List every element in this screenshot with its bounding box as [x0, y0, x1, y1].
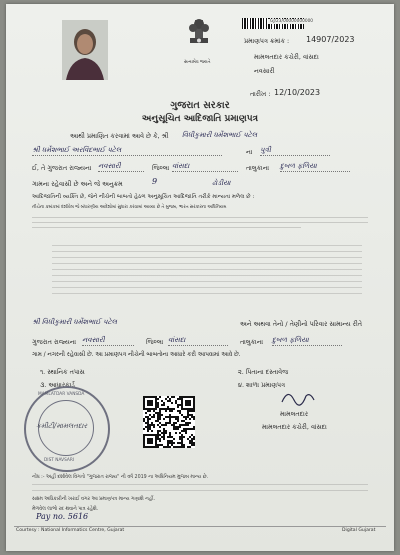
- reside-taluka: દુબળ ફળિયા: [272, 336, 342, 346]
- reside-taluka-label: તાલુકાના: [240, 338, 264, 346]
- village-label: ઈ, તે ગુજરાત રાજ્યના: [32, 164, 92, 172]
- date-label: તારીખ :: [250, 90, 271, 98]
- reside-village: નવસારી: [82, 336, 134, 346]
- taluka-label: તાલુકાના: [246, 164, 270, 172]
- office-district: નવસારી: [254, 67, 275, 75]
- caste-number: 9: [152, 177, 158, 186]
- na-text: ના: [246, 148, 253, 156]
- reside-tail: ગામ / નગરની રહેવાસી છે. આ પ્રમાણપત્ર નીચેની બાબતોના આધારે કરી આપવામાં આવે છે.: [32, 352, 241, 358]
- note-1: નોંધ :- અહીં દર્શાવેલ વિગતો "ગુજરાત રાજ્ય" ની વર્ષ 2019 ના અધિનિયમ મુજબ માન્ય છે.: [32, 475, 208, 480]
- qr-code: [143, 396, 195, 448]
- basis-item-4: ૪. શાળા પ્રમાણપત્ર: [238, 381, 285, 389]
- district-label: જિલ્લા: [152, 164, 170, 172]
- official-stamp: MAMLATDAR VANSDA કમીટી/મામલતદાર DIST NAVSARI: [24, 386, 110, 472]
- schedule-text-block: [32, 214, 368, 228]
- caste-label: ગામના રહેવાસી છે અને જે અનુક્રમ: [32, 180, 123, 188]
- cert-no-value: 14907/2023: [306, 35, 355, 44]
- applicant-photo: [62, 20, 108, 80]
- footer-left: Courtesy : National Informatics Centre, Gujarat: [16, 528, 125, 533]
- signature-mark: [278, 386, 318, 408]
- emblem-caption: સત્યમેવ જયતે: [184, 60, 211, 65]
- signature-office: મામલતદાર કચેરી, વાંસદા: [262, 423, 327, 431]
- para-2: નીચેના ક્રમાંકમાં દર્શાવેલ જે બંધારણીય આદેશોમાં સુધારા કરવામાં આવ્યા છે તે મુજબ, ભારત સરકારના અધિનિયમ: [32, 205, 227, 210]
- note-3: મેળવેલ લાભો રદ થવાને પાત્ર રહેશે.: [32, 507, 99, 512]
- notes-block: [32, 484, 368, 491]
- national-emblem-icon: [182, 16, 216, 58]
- signature-title: મામલતદાર: [280, 410, 309, 418]
- intro-line: આથી પ્રમાણિત કરવામાં આવે છે કે, શ્રી: [70, 132, 169, 140]
- footer-right: Digital Gujarat: [342, 528, 376, 533]
- reside-district: વાંસદા: [168, 336, 228, 346]
- govt-title: ગુજરાત સરકાર: [170, 100, 230, 111]
- office-name: મામલતદાર કચેરી, વાંસદા: [254, 53, 319, 61]
- para-1: આદિજાતિની વ્યક્તિ છે, જેને નીચેની બાબતો હેઠળ અનુસૂચિત આદિજાતિ તરીકે માન્યતા મળેલ છે :: [32, 194, 255, 200]
- basis-item-2: ૨. પિતાના દસ્તાવેજ: [238, 368, 289, 376]
- person-name-second: શ્રી વિધીકુમારી ધર્મેશભાઈ પટેલ: [32, 318, 117, 326]
- caste-name: ઢોડીયા: [212, 179, 231, 187]
- father-name: શ્રી ધર્મેશભાઈ અરવિંદભાઈ પટેલ: [32, 146, 222, 156]
- cert-no-label: પ્રમાણપત્ર ક્રમાંક :: [244, 37, 290, 45]
- handwritten-serial: Pay no. 5616: [36, 512, 89, 521]
- basis-item-3: ૩. આધારકાર્ડ: [40, 381, 75, 389]
- taluka-value: દુબળ ફળિયા: [280, 162, 350, 172]
- schedule-list: [52, 242, 362, 294]
- second-tail: અને અથવા તેનો / તેણીનો પરિવાર સામાન્ય રીતે: [240, 320, 363, 328]
- village-value: નવસારી: [98, 162, 144, 172]
- reside-district-label: જિલ્લા: [146, 338, 164, 346]
- date-value: 12/10/2023: [274, 88, 321, 97]
- stamp-center-text: કમીટી/મામલતદાર: [36, 422, 88, 430]
- person-name-top: વિધીકુમારી ધર્મેશભાઈ પટેલ: [182, 131, 257, 139]
- district-value: વાંસદા: [172, 162, 238, 172]
- barcode-text: GJ/23/00000000000: [270, 19, 314, 24]
- basis-item-1: ૧. સ્થાનિક તપાસ: [40, 368, 85, 376]
- relation: પુત્રી: [260, 146, 330, 156]
- certificate-title: અનુસૂચિત આદિજાતિ પ્રમાણપત્ર: [141, 114, 259, 124]
- reside-label: ગુજરાત રાજ્યના: [32, 338, 77, 346]
- note-2: સક્ષમ અધિકારીની ખરાઈ વગર આ પ્રમાણપત્ર માન્ય ગણાશે નહીં.: [32, 497, 155, 502]
- certificate-page: [6, 4, 394, 551]
